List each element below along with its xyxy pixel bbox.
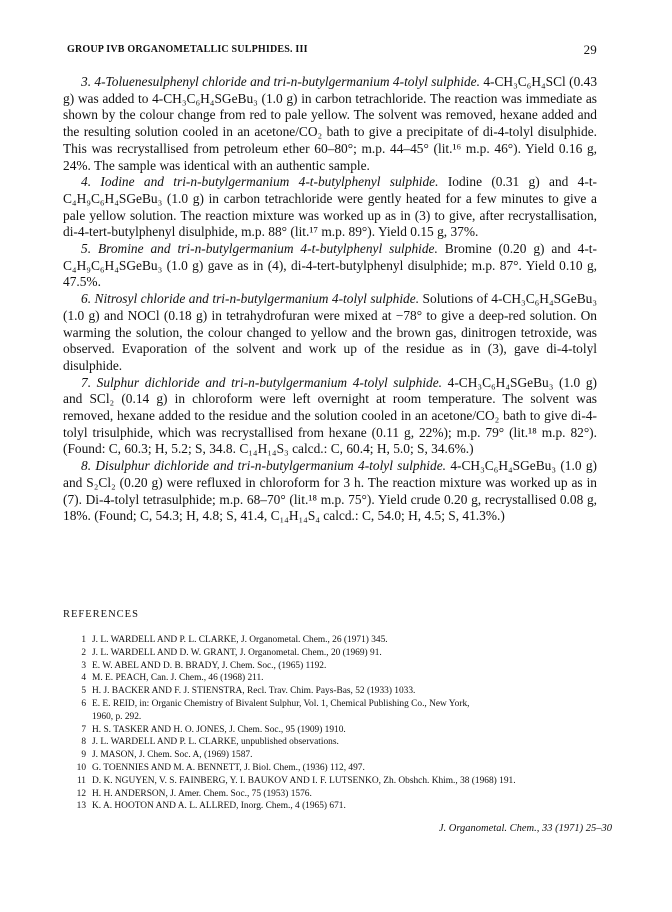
reference-text: J. L. WARDELL AND D. W. GRANT, J. Organometal. Chem., 20 (1969) 91. — [92, 647, 382, 658]
paragraph-text: Solutions of 4-CH₃C₆H₄SGeBu₃ (1.0 g) and NOCl (0.18 g) in tetrahydrofuran were mixed at −78° to give a deep-red solution. On warming the solution, the colour changed to yellow and the brown gas, dinitrogen tetroxide, was observed. Evaporation of the solvent and work up of the residue as in (3), gave di-4-tolyl disulphide. — [63, 291, 597, 373]
paragraph-text: 4-CH₃C₆H₄SCl (0.43 g) was added to 4-CH₃C₆H₄SGeBu₃ (1.0 g) in carbon tetrachloride. The reaction was immediate as shown by the colour change from red to pale yellow. The solvent was removed, hexane added and the resulting solution cooled in an acetone/CO₂ bath to give a precipitate of di-4-tolyl disulphide. This was recrystallised from petroleum ether 60–80°; m.p. 44–45° (lit.¹⁶ m.p. 46°). Yield 0.16 g, 24%. The sample was identical with an authentic sample. — [63, 74, 598, 173]
paragraph-8 — [63, 458, 597, 525]
reference-number: 13 — [76, 801, 86, 812]
reference-item — [63, 698, 603, 711]
reference-text: E. W. ABEL AND D. B. BRADY, J. Chem. Soc., (1965) 1192. — [92, 660, 327, 671]
paragraph-heading: 3. 4-Toluenesulphenyl chloride and tri-n-butylgermanium 4-tolyl sulphide. — [81, 74, 480, 89]
reference-number: 9 — [81, 750, 86, 761]
reference-number: 3 — [81, 660, 86, 671]
reference-item — [63, 672, 603, 685]
reference-number: 7 — [81, 724, 86, 735]
reference-number: 12 — [76, 788, 86, 799]
reference-number: 8 — [81, 737, 86, 748]
paragraph-4 — [63, 174, 597, 241]
paragraph-heading: 7. Sulphur dichloride and tri-n-butylgermanium 4-tolyl sulphide. — [81, 374, 443, 390]
reference-item — [63, 788, 603, 801]
experimental-text — [63, 74, 597, 525]
reference-text: M. E. PEACH, Can. J. Chem., 46 (1968) 211. — [92, 673, 264, 684]
reference-list — [63, 634, 603, 813]
reference-text: J. MASON, J. Chem. Soc. A, (1969) 1587. — [92, 750, 253, 761]
reference-number: 6 — [81, 698, 86, 709]
reference-item — [63, 634, 603, 647]
reference-number: 11 — [76, 775, 86, 786]
paragraph-5 — [63, 241, 597, 291]
paragraph-text: 4-CH₃C₆H₄SGeBu₃ (1.0 g) and S₂Cl₂ (0.20 g) were refluxed in chloroform for 3 h. The reaction mixture was worked up as in (7). Di-4-tolyl tetrasulphide; m.p. 68–70° (lit.¹⁸ m.p. 75°). Yield crude 0.20 g, recrystallised 0.08 g, 18%. (Found; C, 54.3; H, 4.8; S, 41.4, C₁₄H₁₄S₄ calcd.: C, 54.0; H, 4.5; S, 41.3%.) — [63, 458, 597, 524]
reference-number: 4 — [81, 673, 86, 684]
reference-number: 1 — [81, 635, 86, 645]
reference-continuation: 1960, p. 292. — [92, 711, 142, 722]
reference-item — [63, 724, 603, 737]
paragraph-7 — [63, 375, 597, 459]
reference-item — [63, 685, 603, 698]
paragraph-text: Bromine (0.20 g) and 4-t-C₄H₉C₆H₄SGeBu₃ (1.0 g) gave as in (4), di-4-tert-butylphenyl disulphide; m.p. 87°. Yield 0.10 g, 47.5%. — [63, 241, 597, 290]
reference-number: 10 — [76, 762, 86, 773]
paragraph-3 — [63, 74, 597, 174]
page-number: 29 — [583, 42, 597, 57]
paragraph-heading: 5. Bromine and tri-n-butylgermanium 4-t-butylphenyl sulphide. — [81, 241, 438, 257]
reference-item — [63, 800, 603, 813]
reference-text: H. H. ANDERSON, J. Amer. Chem. Soc., 75 (1953) 1576. — [92, 788, 312, 799]
reference-item — [63, 775, 603, 788]
reference-text: H. J. BACKER AND F. J. STIENSTRA, Recl. Trav. Chim. Pays-Bas, 52 (1933) 1033. — [92, 686, 416, 697]
paragraph-text: 4-CH₃C₆H₄SGeBu₃ (1.0 g) and SCl₂ (0.14 g) in chloroform were left overnight at room temperature. The solvent was removed, hexane added to the residue and the solution cooled in an acetone/CO₂ bath to give di-4-tolyl trisulphide, which was recrystallised from hexane (0.11 g, 22%); m.p. 79° (lit.¹⁸ m.p. 82°). (Found: C, 60.3; H, 5.2; S, 34.8. C₁₄H₁₄S₃ calcd.: C, 60.4; H, 5.0; S, 34.6%.) — [63, 374, 597, 457]
reference-item — [63, 736, 603, 749]
journal-footer: J. Organometal. Chem., 33 (1971) 25–30 — [438, 823, 612, 834]
running-header — [67, 44, 597, 55]
reference-number: 5 — [81, 686, 86, 697]
paragraph-text: Iodine (0.31 g) and 4-t-C₄H₉C₆H₄SGeBu₃ (1.0 g) in carbon tetrachloride were gently heated for a few minutes to give a pale yellow solution. The reaction mixture was worked up as in (3) to give, after recrystallisation, di-4-tert-butylphenyl disulphide, m.p. 88° (lit.¹⁷ m.p. 89°). Yield 0.15 g, 37%. — [63, 174, 597, 240]
paragraph-heading: 8. Disulphur dichloride and tri-n-butylgermanium 4-tolyl sulphide. — [81, 458, 446, 474]
reference-text: K. A. HOOTON AND A. L. ALLRED, Inorg. Chem., 4 (1965) 671. — [92, 801, 346, 812]
paragraph-6 — [63, 291, 597, 375]
paragraph-heading: 4. Iodine and tri-n-butylgermanium 4-t-butylphenyl sulphide. — [81, 174, 439, 190]
reference-text: D. K. NGUYEN, V. S. FAINBERG, Y. I. BAUKOV AND I. F. LUTSENKO, Zh. Obshch. Khim., 38 (1968) 191. — [92, 775, 516, 786]
reference-text: J. L. WARDELL AND P. L. CLARKE, J. Organometal. Chem., 26 (1971) 345. — [92, 635, 388, 645]
paragraph-heading: 6. Nitrosyl chloride and tri-n-butylgermanium 4-tolyl sulphide. — [81, 291, 420, 307]
reference-number: 2 — [81, 647, 86, 658]
header-title: GROUP IVB ORGANOMETALLIC SULPHIDES. III — [67, 44, 308, 55]
reference-item — [63, 660, 603, 673]
reference-item — [63, 762, 603, 775]
reference-item — [63, 647, 603, 660]
reference-item — [63, 749, 603, 762]
reference-text: E. E. REID, in: Organic Chemistry of Bivalent Sulphur, Vol. 1, Chemical Publishing Co., New York, — [92, 698, 470, 709]
reference-text: J. L. WARDELL AND P. L. CLARKE, unpublished observations. — [92, 737, 339, 748]
reference-text: H. S. TASKER AND H. O. JONES, J. Chem. Soc., 95 (1909) 1910. — [92, 724, 346, 735]
references-heading: REFERENCES — [63, 609, 139, 620]
reference-text: G. TOENNIES AND M. A. BENNETT, J. Biol. Chem., (1936) 112, 497. — [92, 762, 365, 773]
